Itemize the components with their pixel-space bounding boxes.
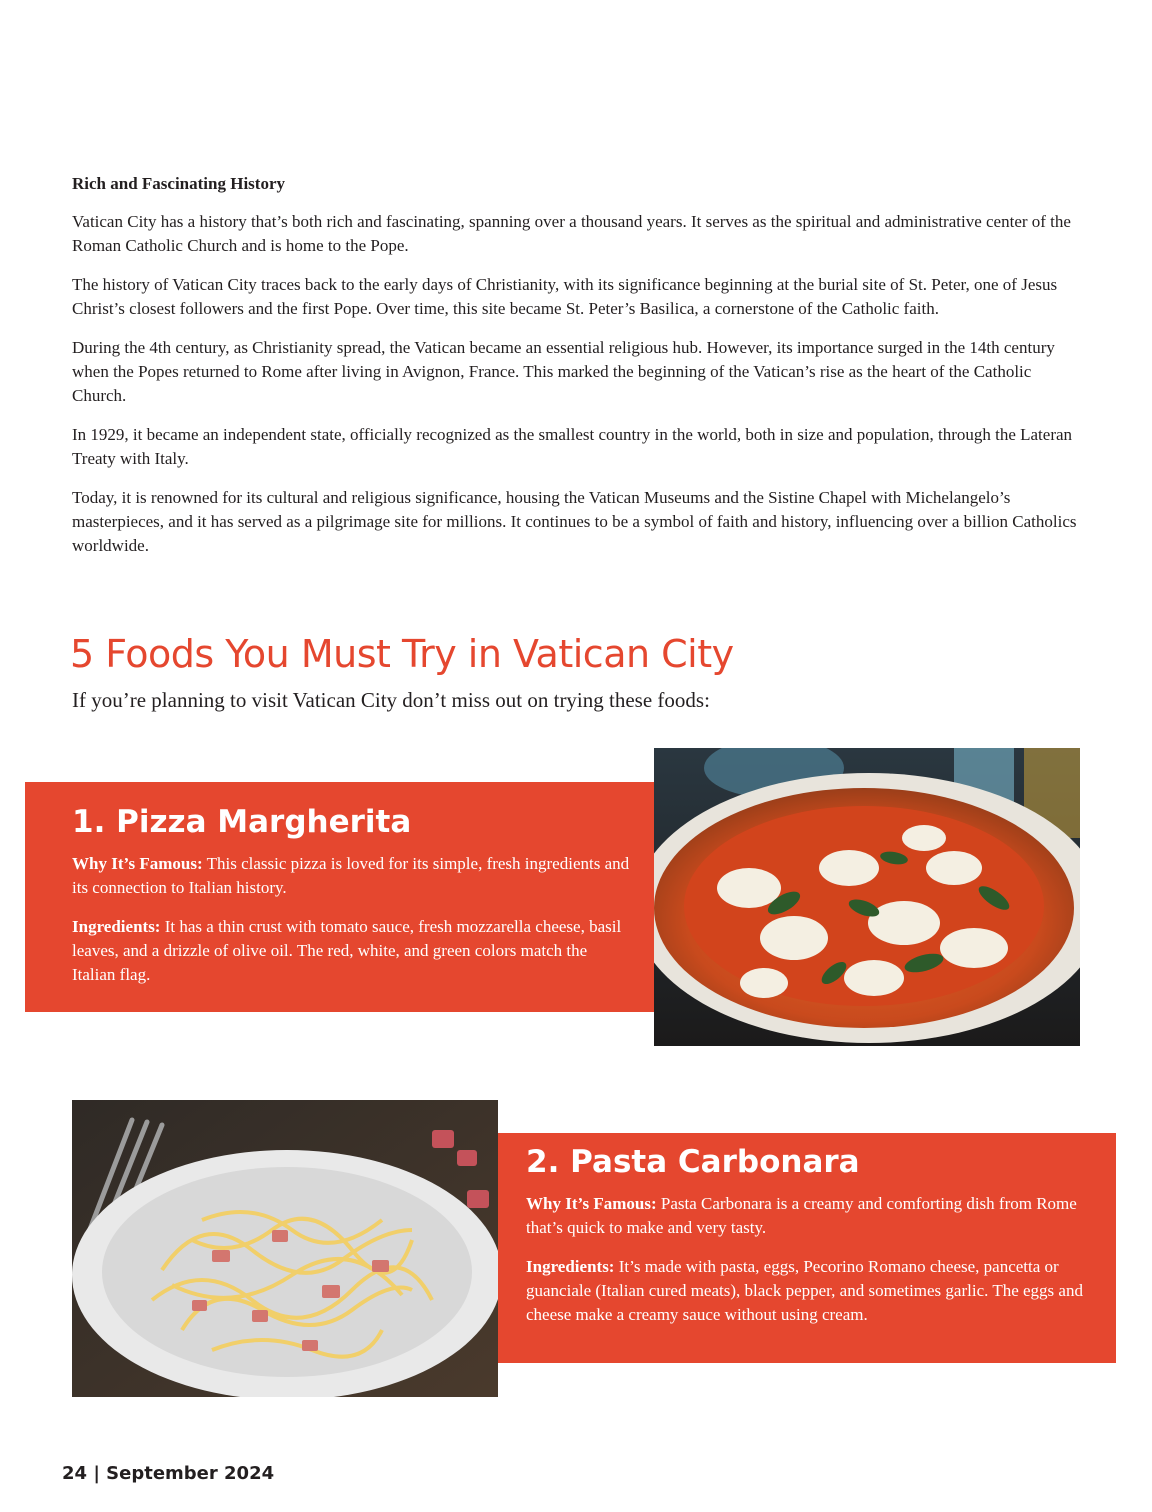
pizza-ingredients-text	[72, 915, 632, 987]
pizza-margherita-title: 1. Pizza Margherita	[72, 804, 412, 840]
pizza-famous-label: Why It’s Famous:	[72, 854, 203, 873]
history-paragraph-5: Today, it is renowned for its cultural and religious significance, housing the Vatican Museums and the Sistine Chapel with Michelangelo’s masterpieces, and it has served as a pilgrimage site for millions. It continues to be a symbol of faith and history, influencing over a billion Catholics worldwide.	[72, 488, 1077, 555]
foods-intro: If you’re planning to visit Vatican City don’t miss out on trying these foods:	[72, 688, 710, 712]
history-paragraph-2: The history of Vatican City traces back to the early days of Christianity, with its significance beginning at the burial site of St. Peter, one of Jesus Christ’s closest followers and the first Pope. Over time, this site became St. Peter’s Basilica, a cornerstone of the Catholic faith.	[72, 275, 1058, 318]
pizza-ingredients-label: Ingredients:	[72, 917, 161, 936]
pizza-famous-body: This classic pizza is loved for its simple, fresh ingredients and its connection to Italian history.	[72, 854, 630, 897]
pasta-carbonara-title: 2. Pasta Carbonara	[526, 1144, 860, 1180]
pizza-ingredients-body: It has a thin crust with tomato sauce, fresh mozzarella cheese, basil leaves, and a drizzle of olive oil. The red, white, and green colors match the Italian flag.	[72, 917, 622, 984]
pasta-carbonara-card	[498, 1133, 1116, 1363]
pizza-famous-text	[72, 852, 632, 900]
foods-section-title: 5 Foods You Must Try in Vatican City	[70, 632, 734, 676]
history-paragraph-4: In 1929, it became an independent state, officially recognized as the smallest country in the world, both in size and population, through the Lateran Treaty with Italy.	[72, 425, 1073, 468]
history-heading: Rich and Fascinating History	[72, 174, 285, 193]
pizza-margherita-card	[25, 782, 654, 1012]
history-paragraph-1: Vatican City has a history that’s both rich and fascinating, spanning over a thousand years. It serves as the spiritual and administrative center of the Roman Catholic Church and is home to the Pope.	[72, 212, 1071, 255]
page-footer: 24 | September 2024	[62, 1463, 275, 1484]
pasta-carbonara-photo	[72, 1100, 498, 1397]
pasta-famous-text	[526, 1192, 1096, 1240]
pizza-margherita-photo	[654, 748, 1080, 1046]
pasta-famous-label: Why It’s Famous:	[526, 1194, 657, 1213]
pasta-ingredients-label: Ingredients:	[526, 1257, 615, 1276]
pasta-ingredients-text	[526, 1255, 1096, 1327]
history-paragraph-3: During the 4th century, as Christianity spread, the Vatican became an essential religious hub. However, its importance surged in the 14th century when the Popes returned to Rome after living in Avignon, France. This marked the beginning of the Vatican’s rise as the heart of the Catholic Church.	[72, 338, 1055, 405]
pasta-ingredients-body: It’s made with pasta, eggs, Pecorino Romano cheese, pancetta or guanciale (Italian cured meats), black pepper, and sometimes garlic. The eggs and cheese make a creamy sauce without using cream.	[526, 1257, 1083, 1324]
history-section	[72, 172, 1082, 573]
pasta-famous-body: Pasta Carbonara is a creamy and comforting dish from Rome that’s quick to make and very tasty.	[526, 1194, 1077, 1237]
